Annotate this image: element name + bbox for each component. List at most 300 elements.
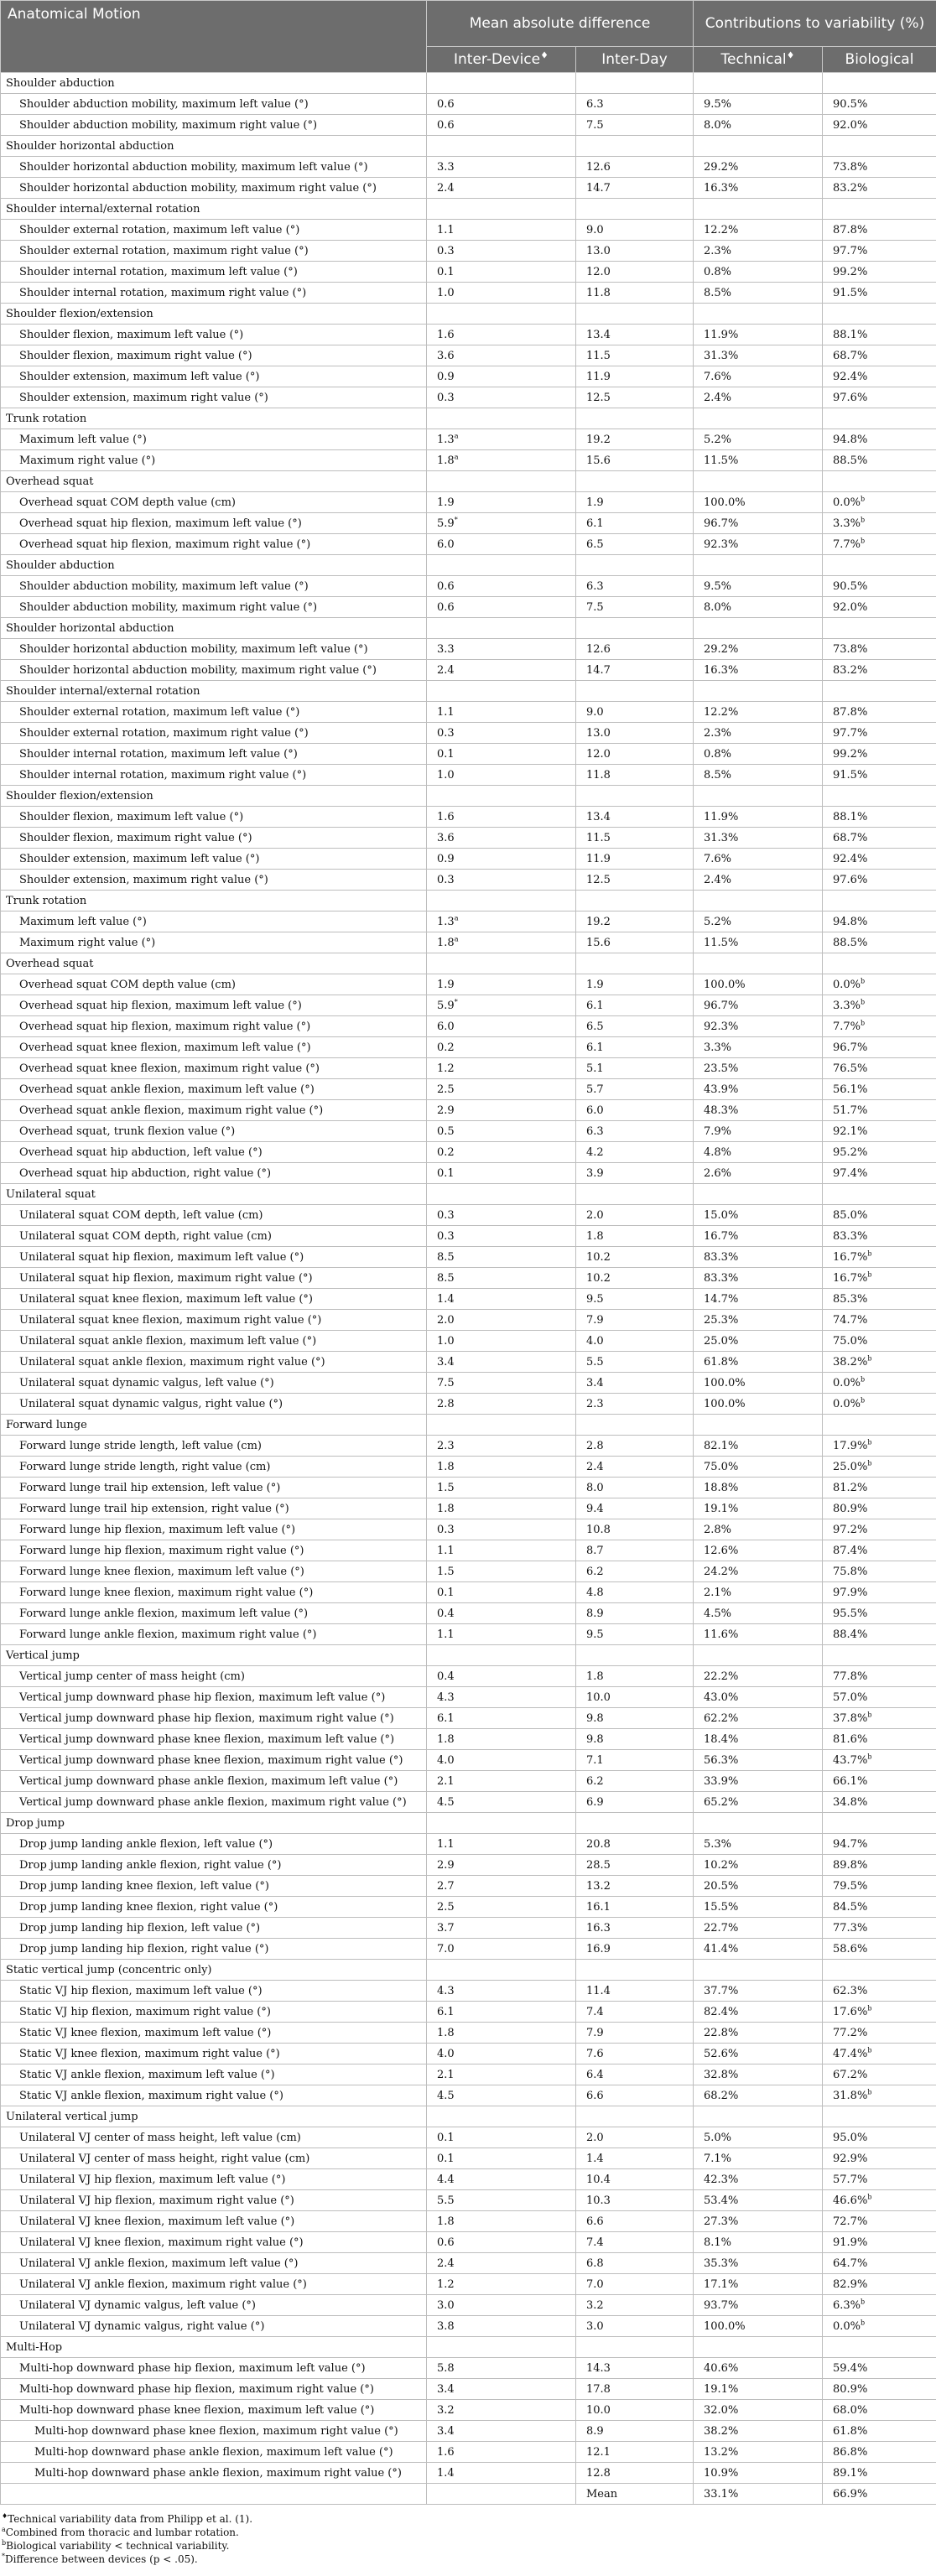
inter-device-value: 4.4 [427,2169,576,2190]
technical-value: 22.2% [694,1666,823,1687]
table-row [1,2358,936,2379]
group-header-row [1,1645,936,1666]
motion-label: Shoulder internal rotation, maximum right value (°) [1,283,427,304]
biological-value: 68.7% [823,345,936,366]
group-header-row [1,73,936,94]
biological-value: 75.0% [823,1331,936,1352]
motion-label: Unilateral VJ center of mass height, left value (cm) [1,2127,427,2148]
group-header-row [1,199,936,220]
motion-label: Forward lunge stride length, left value (cm) [1,1436,427,1457]
biological-value: 99.2% [823,744,936,765]
technical-value: 24.2% [694,1561,823,1582]
inter-device-value: 5.9* [427,513,576,534]
motion-label: Forward lunge stride length, right value (cm) [1,1457,427,1478]
inter-day-value: 12.5 [576,387,694,408]
inter-day-value: 28.5 [576,1855,694,1876]
inter-device-value: 3.3 [427,639,576,660]
technical-value: 16.7% [694,1226,823,1247]
footnote-marker: * [454,998,458,1006]
empty-cell [694,1415,823,1436]
biological-value: 97.9% [823,1582,936,1603]
inter-day-value: 6.1 [576,513,694,534]
table-row [1,974,936,995]
inter-device-value: 2.9 [427,1100,576,1121]
footnote-marker: b [867,1249,872,1258]
motion-label: Shoulder abduction mobility, maximum left value (°) [1,94,427,115]
motion-label: Multi-hop downward phase ankle flexion, maximum right value (°) [1,2463,427,2484]
technical-value: 53.4% [694,2190,823,2211]
biological-value: 0.0%$^b$ [823,1394,936,1415]
motion-label: Shoulder abduction mobility, maximum right value (°) [1,597,427,618]
inter-day-value: 13.0 [576,723,694,744]
inter-day-value: 6.0 [576,1100,694,1121]
biological-value: 92.1% [823,1121,936,1142]
table-row [1,870,936,891]
table-row [1,1897,936,1918]
biological-value: 97.4% [823,1163,936,1184]
empty-cell [694,73,823,94]
inter-day-value: 19.2 [576,911,694,932]
footnote-marker: b [867,2088,872,2096]
empty-cell [823,199,936,220]
inter-device-value: 5.5 [427,2190,576,2211]
empty-cell [576,1184,694,1205]
table-row [1,1792,936,1813]
empty-cell [694,1813,823,1834]
table-row [1,1771,936,1792]
motion-label: Forward lunge knee flexion, maximum right value (°) [1,1582,427,1603]
table-row [1,178,936,199]
inter-day-value: 7.6 [576,2044,694,2064]
inter-day-value: 5.7 [576,1079,694,1100]
group-label: Shoulder internal/external rotation [1,199,427,220]
biological-value: 92.0% [823,115,936,136]
empty-cell [576,304,694,325]
empty-cell [427,618,576,639]
inter-day-value: 4.0 [576,1331,694,1352]
inter-day-value: 19.2 [576,429,694,450]
group-header-row [1,681,936,702]
motion-label: Vertical jump downward phase knee flexion, maximum right value (°) [1,1750,427,1771]
biological-value: 97.7% [823,723,936,744]
inter-device-value: 1.8 [427,2211,576,2232]
group-header-row [1,618,936,639]
table-row [1,534,936,555]
empty-cell [823,891,936,911]
motion-label: Vertical jump downward phase knee flexion, maximum left value (°) [1,1729,427,1750]
biological-value: 3.3%$^b$ [823,995,936,1016]
inter-device-value: 4.3 [427,1687,576,1708]
motion-label: Maximum left value (°) [1,429,427,450]
table-row [1,1478,936,1498]
empty-cell [823,73,936,94]
group-header-row [1,786,936,807]
inter-day-value: 13.0 [576,241,694,262]
diamond-icon: ♦ [540,49,549,61]
inter-day-value: 8.7 [576,1540,694,1561]
inter-device-value: 2.9 [427,1855,576,1876]
biological-value: 73.8% [823,157,936,178]
motion-label: Shoulder horizontal abduction mobility, maximum right value (°) [1,660,427,681]
technical-value: 12.2% [694,220,823,241]
table-row [1,1205,936,1226]
table-row [1,2023,936,2044]
motion-label: Drop jump landing ankle flexion, left value (°) [1,1834,427,1855]
technical-value: 2.4% [694,870,823,891]
table-row [1,2442,936,2463]
inter-day-value: 1.8 [576,1226,694,1247]
group-label: Trunk rotation [1,891,427,911]
inter-device-value: 2.1 [427,2064,576,2085]
inter-device-value: 3.7 [427,1918,576,1939]
inter-device-value: 0.4 [427,1666,576,1687]
footnote [2,2526,936,2539]
group-label: Multi-Hop [1,2337,427,2358]
biological-value: 87.4% [823,1540,936,1561]
technical-value: 56.3% [694,1750,823,1771]
inter-device-value: 1.0 [427,283,576,304]
inter-device-value: 0.4 [427,1603,576,1624]
group-label: Drop jump [1,1813,427,1834]
table-row [1,1142,936,1163]
motion-label: Unilateral VJ knee flexion, maximum right value (°) [1,2232,427,2253]
empty-cell [427,1415,576,1436]
motion-label: Multi-hop downward phase knee flexion, maximum right value (°) [1,2421,427,2442]
technical-value: 41.4% [694,1939,823,1960]
inter-device-value: 8.5 [427,1268,576,1289]
table-row [1,1436,936,1457]
technical-value: 27.3% [694,2211,823,2232]
technical-value: 33.1% [694,2484,823,2505]
group-header-row [1,1960,936,1981]
biological-value: 74.7% [823,1310,936,1331]
table-row [1,1708,936,1729]
empty-cell [823,408,936,429]
table-row [1,1394,936,1415]
table-row [1,995,936,1016]
inter-device-value: 1.0 [427,765,576,786]
empty-cell [576,1415,694,1436]
inter-device-value: 0.9 [427,849,576,870]
inter-device-value: 4.5 [427,2085,576,2106]
inter-day-value: 20.8 [576,1834,694,1855]
inter-day-value: 5.5 [576,1352,694,1373]
technical-value: 37.7% [694,1981,823,2002]
inter-day-value: 5.1 [576,1058,694,1079]
biological-value: 89.1% [823,2463,936,2484]
footnote-marker: b [861,495,866,503]
table-row [1,2085,936,2106]
empty-cell [427,136,576,157]
inter-device-value: 7.0 [427,1939,576,1960]
technical-value: 52.6% [694,2044,823,2064]
table-row [1,597,936,618]
group-label: Vertical jump [1,1645,427,1666]
table-row [1,807,936,828]
empty-cell [694,408,823,429]
motion-label: Static VJ hip flexion, maximum right value (°) [1,2002,427,2023]
inter-device-value: 1.4 [427,2463,576,2484]
motion-label: Multi-hop downward phase ankle flexion, maximum left value (°) [1,2442,427,2463]
table-row [1,1918,936,1939]
inter-device-value: 1.6 [427,807,576,828]
group-label: Shoulder horizontal abduction [1,618,427,639]
inter-day-value: 11.8 [576,765,694,786]
inter-day-value: 9.5 [576,1624,694,1645]
inter-device-value: 0.3 [427,1519,576,1540]
biological-value: 31.8%$^b$ [823,2085,936,2106]
inter-device-value: 1.6 [427,2442,576,2463]
technical-value: 7.6% [694,849,823,870]
group-label: Shoulder horizontal abduction [1,136,427,157]
table-row [1,1939,936,1960]
biological-value: 68.7% [823,828,936,849]
inter-day-value: 6.3 [576,94,694,115]
biological-value: 92.9% [823,2148,936,2169]
technical-value: 14.7% [694,1289,823,1310]
inter-day-value: 6.4 [576,2064,694,2085]
motion-label: Unilateral VJ ankle flexion, maximum right value (°) [1,2274,427,2295]
inter-day-value: 10.3 [576,2190,694,2211]
biological-value: 84.5% [823,1897,936,1918]
technical-value: 7.1% [694,2148,823,2169]
footnote-marker: b [861,1396,866,1405]
empty-cell [427,73,576,94]
group-header-row [1,136,936,157]
inter-device-value: 2.3 [427,1436,576,1457]
biological-value: 7.7%$^b$ [823,534,936,555]
empty-cell [576,786,694,807]
inter-day-value: 10.2 [576,1247,694,1268]
technical-value: 9.5% [694,576,823,597]
technical-value: 48.3% [694,1100,823,1121]
inter-day-value: 13.4 [576,807,694,828]
table-row [1,1981,936,2002]
inter-device-value: 4.0 [427,1750,576,1771]
table-row [1,911,936,932]
biological-value: 88.5% [823,450,936,471]
inter-day-value: 4.8 [576,1582,694,1603]
biological-value: 0.0%$^b$ [823,1373,936,1394]
technical-value: 96.7% [694,995,823,1016]
empty-cell [694,136,823,157]
biological-value: 88.1% [823,325,936,345]
table-row [1,576,936,597]
group-label: Overhead squat [1,953,427,974]
inter-device-value: 1.3$^a$ [427,911,576,932]
motion-label: Forward lunge ankle flexion, maximum right value (°) [1,1624,427,1645]
inter-device-value: 6.0 [427,534,576,555]
inter-day-value: 3.9 [576,1163,694,1184]
technical-value: 31.3% [694,345,823,366]
table-row [1,2148,936,2169]
motion-label: Static VJ hip flexion, maximum left value (°) [1,1981,427,2002]
empty-cell [694,471,823,492]
biological-value: 97.7% [823,241,936,262]
inter-device-value: 1.9 [427,492,576,513]
motion-label: Unilateral squat knee flexion, maximum left value (°) [1,1289,427,1310]
inter-day-value: 7.5 [576,597,694,618]
group-label: Trunk rotation [1,408,427,429]
inter-device-value: 0.5 [427,1121,576,1142]
empty-cell [576,891,694,911]
technical-value: 22.8% [694,2023,823,2044]
header-technical: Technical♦ [694,47,823,73]
biological-value: 68.0% [823,2400,936,2421]
group-label: Shoulder flexion/extension [1,304,427,325]
motion-label: Static VJ ankle flexion, maximum right value (°) [1,2085,427,2106]
motion-label: Unilateral VJ hip flexion, maximum left value (°) [1,2169,427,2190]
inter-device-value: 0.6 [427,115,576,136]
footnote [2,2539,936,2553]
technical-value: 10.2% [694,1855,823,1876]
motion-label: Unilateral VJ dynamic valgus, left value (°) [1,2295,427,2316]
inter-device-value: 2.5 [427,1897,576,1918]
technical-value: 82.1% [694,1436,823,1457]
motion-label: Shoulder external rotation, maximum right value (°) [1,723,427,744]
biological-value: 81.6% [823,1729,936,1750]
biological-value: 51.7% [823,1100,936,1121]
technical-value: 100.0% [694,1394,823,1415]
table-row [1,702,936,723]
motion-label: Vertical jump downward phase hip flexion, maximum left value (°) [1,1687,427,1708]
footnote-marker: a [454,432,459,440]
footnote-marker: b [867,1711,872,1719]
inter-device-value: 6.0 [427,1016,576,1037]
biological-value: 95.2% [823,1142,936,1163]
biological-value: 94.7% [823,1834,936,1855]
inter-day-value: 6.2 [576,1771,694,1792]
technical-value: 100.0% [694,2316,823,2337]
motion-label: Shoulder external rotation, maximum right value (°) [1,241,427,262]
empty-cell [823,681,936,702]
technical-value: 15.0% [694,1205,823,1226]
inter-device-value: 3.4 [427,2379,576,2400]
technical-value: 8.5% [694,765,823,786]
motion-label: Overhead squat ankle flexion, maximum left value (°) [1,1079,427,1100]
inter-day-value: 12.6 [576,157,694,178]
table-row [1,2169,936,2190]
technical-value: 16.3% [694,178,823,199]
technical-value: 20.5% [694,1876,823,1897]
inter-day-value: 9.0 [576,702,694,723]
inter-device-value: 0.2 [427,1037,576,1058]
biological-value: 66.1% [823,1771,936,1792]
inter-device-value: 0.9 [427,366,576,387]
group-label: Shoulder abduction [1,73,427,94]
inter-day-value: 3.0 [576,2316,694,2337]
footnote-marker: b [861,537,866,545]
inter-day-value: 4.2 [576,1142,694,1163]
empty-cell [427,555,576,576]
empty-cell [694,304,823,325]
inter-day-value: 8.0 [576,1478,694,1498]
table-row [1,345,936,366]
empty-cell [823,1645,936,1666]
footnote-marker: ♦ [2,2512,8,2520]
biological-value: 97.2% [823,1519,936,1540]
technical-value: 19.1% [694,1498,823,1519]
technical-value: 65.2% [694,1792,823,1813]
inter-device-value: 2.0 [427,1310,576,1331]
inter-device-value: 1.9 [427,974,576,995]
empty-cell [576,555,694,576]
motion-label: Overhead squat ankle flexion, maximum right value (°) [1,1100,427,1121]
group-label: Forward lunge [1,1415,427,1436]
footnotes [0,2512,936,2566]
table-row [1,1268,936,1289]
empty-cell [823,2106,936,2127]
technical-value: 2.3% [694,723,823,744]
table-row [1,1163,936,1184]
table-row [1,2002,936,2023]
inter-device-value: 3.6 [427,345,576,366]
motion-label: Overhead squat hip abduction, left value (°) [1,1142,427,1163]
empty-cell [427,1184,576,1205]
biological-value: 43.7%$^b$ [823,1750,936,1771]
biological-value: 59.4% [823,2358,936,2379]
empty-cell [694,953,823,974]
empty-cell [427,1813,576,1834]
technical-value: 4.8% [694,1142,823,1163]
inter-day-value: 10.8 [576,1519,694,1540]
inter-day-value: 12.1 [576,2442,694,2463]
group-header-row [1,2337,936,2358]
footnote-marker: b [867,1438,872,1446]
table-row [1,115,936,136]
motion-label: Unilateral VJ knee flexion, maximum left value (°) [1,2211,427,2232]
table-row [1,2379,936,2400]
biological-value: 95.0% [823,2127,936,2148]
empty-cell [427,786,576,807]
inter-device-value: 1.2 [427,2274,576,2295]
biological-value: 77.3% [823,1918,936,1939]
table-row [1,849,936,870]
empty-cell [427,1645,576,1666]
group-header-row [1,1415,936,1436]
header-anatomical-motion: Anatomical Motion [1,1,427,73]
inter-day-value: 8.9 [576,1603,694,1624]
technical-value: 11.9% [694,807,823,828]
biological-value: 88.5% [823,932,936,953]
table-row [1,1226,936,1247]
table-row [1,723,936,744]
inter-day-value: 9.8 [576,1729,694,1750]
motion-label: Overhead squat hip flexion, maximum left value (°) [1,513,427,534]
inter-device-value: 2.4 [427,660,576,681]
biological-value: 77.8% [823,1666,936,1687]
table-row [1,2253,936,2274]
biological-value: 83.2% [823,660,936,681]
table-row [1,1876,936,1897]
inter-day-value: 7.4 [576,2232,694,2253]
empty-cell [694,618,823,639]
technical-value: 2.1% [694,1582,823,1603]
inter-day-value: 6.3 [576,1121,694,1142]
inter-day-value: 6.5 [576,534,694,555]
inter-device-value: 0.2 [427,1142,576,1163]
biological-value: 91.5% [823,283,936,304]
table-row [1,1855,936,1876]
biological-value: 46.6%$^b$ [823,2190,936,2211]
technical-value: 32.8% [694,2064,823,2085]
biological-value: 90.5% [823,576,936,597]
biological-value: 87.8% [823,702,936,723]
table-row [1,241,936,262]
motion-label: Overhead squat knee flexion, maximum right value (°) [1,1058,427,1079]
technical-value: 100.0% [694,974,823,995]
technical-value: 11.5% [694,932,823,953]
